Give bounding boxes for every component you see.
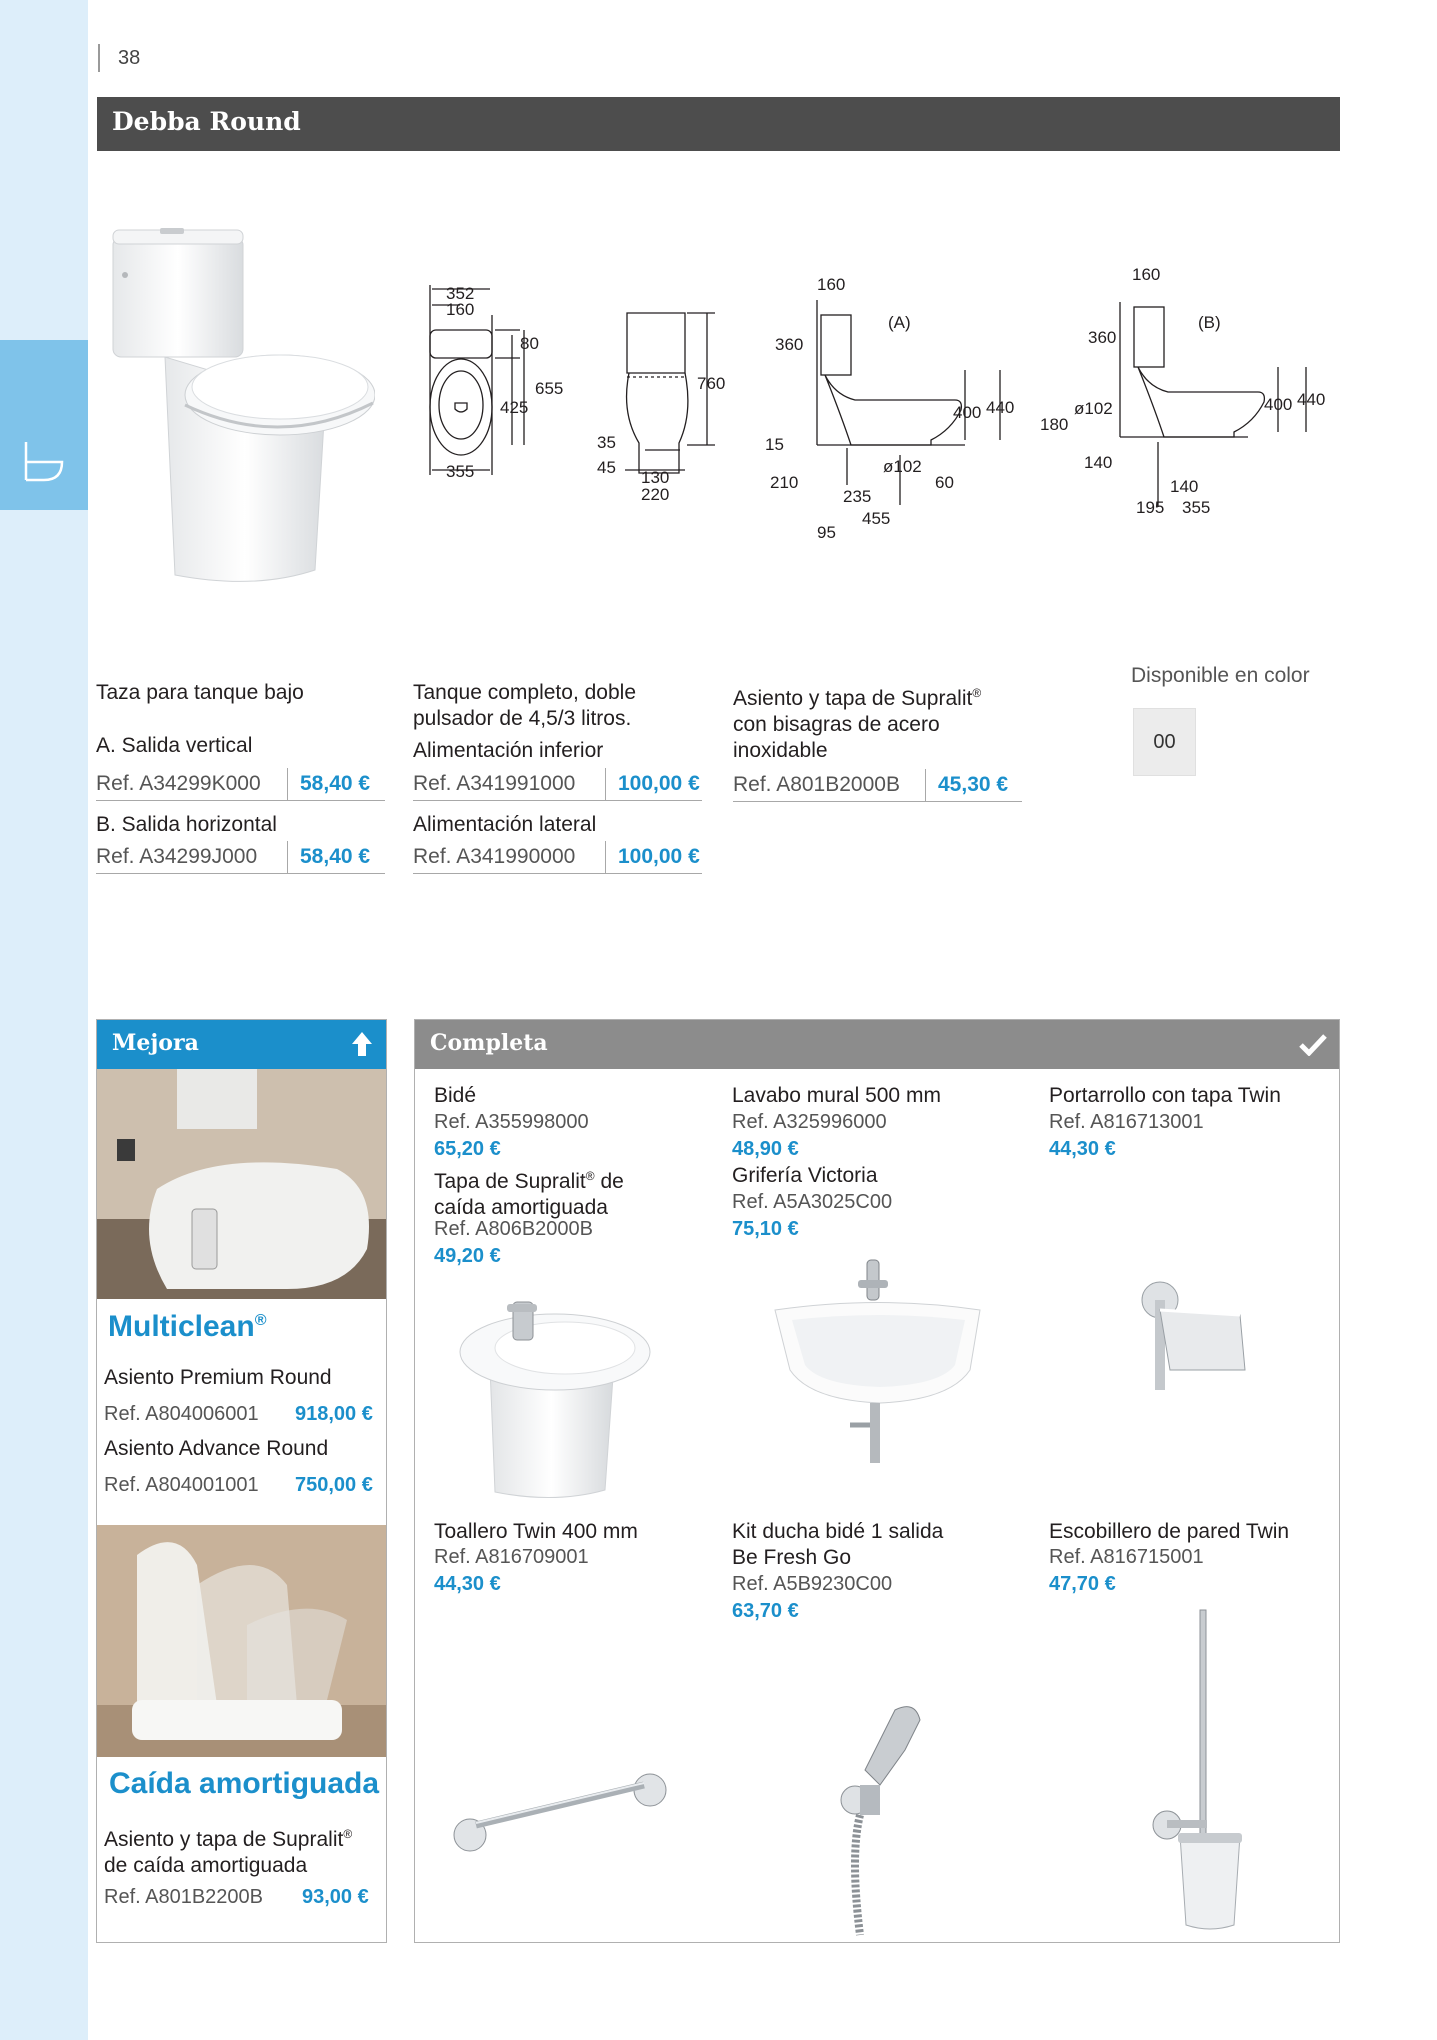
seat-ref: Ref. A801B2000B (733, 773, 900, 796)
dim-130: 130 (641, 468, 670, 487)
bidet-lid-ref: Ref. A806B2000B (434, 1218, 594, 1240)
dim-655: 655 (535, 379, 564, 398)
bidet-shower-kit-l2: Be Fresh Go (732, 1546, 852, 1569)
towel-bar-price: 44,30 € (434, 1573, 501, 1595)
soft-close-seat-reg: ® (343, 1827, 353, 1841)
dim-45: 45 (597, 458, 616, 477)
dim-b-400: 400 (1264, 395, 1293, 414)
seat-title (733, 680, 1013, 764)
tank-ref-row-a (413, 768, 702, 801)
dim-a-pipe: ø102 (883, 457, 922, 476)
tank-price-b: 100,00 € (605, 841, 700, 873)
bowl-price-a: 58,40 € (287, 768, 370, 800)
tank-ref-a: Ref. A341991000 (413, 772, 576, 795)
towel-bar-photo (440, 1755, 680, 1855)
advance-round-ref: Ref. A804001001 (104, 1474, 259, 1496)
tank-ref-row-b (413, 841, 702, 874)
faucet-ref: Ref. A5A3025C00 (732, 1191, 893, 1213)
dim-b-180: 180 (1040, 415, 1069, 434)
dim-b-160: 160 (1132, 265, 1161, 284)
bowl-variant-b: B. Salida horizontal (96, 813, 277, 836)
tank-title: Tanque completo, doble pulsador de 4,5/3 litros. (413, 681, 636, 730)
color-code: 00 (1153, 731, 1176, 753)
bidet-seat-photo (97, 1069, 386, 1299)
bidet-photo (455, 1282, 655, 1502)
dim-b-195: 195 (1136, 498, 1165, 517)
dim-35: 35 (597, 433, 616, 452)
soft-close-seat-ref: Ref. A801B2200B (104, 1886, 264, 1908)
completa-title: Completa (430, 1030, 548, 1056)
dim-a-15: 15 (765, 435, 784, 454)
bowl-variant-a: A. Salida vertical (96, 734, 253, 757)
bowl-title: Taza para tanque bajo (96, 681, 304, 704)
dim-a-455: 455 (862, 509, 891, 528)
profile-b-drawing (1038, 262, 1338, 522)
toilet-brush-ref: Ref. A816715001 (1049, 1546, 1204, 1568)
dim-a-210: 210 (770, 473, 799, 492)
washbasin-ref: Ref. A325996000 (732, 1111, 887, 1133)
paper-holder-ref: Ref. A816713001 (1049, 1111, 1204, 1133)
tank-price-a: 100,00 € (605, 768, 700, 800)
soft-close-seat-price: 93,00 € (302, 1886, 369, 1908)
dim-b-140a: 140 (1084, 453, 1113, 472)
toilet-photo (105, 225, 375, 585)
washbasin-photo (770, 1255, 990, 1485)
tank-ref-b: Ref. A341990000 (413, 845, 576, 868)
bidet-shower-kit-l1: Kit ducha bidé 1 salida (732, 1520, 944, 1543)
dim-a-235: 235 (843, 487, 872, 506)
bidet-lid-name (434, 1163, 624, 1221)
dim-760: 760 (697, 374, 726, 393)
bidet-shower-kit-ref: Ref. A5B9230C00 (732, 1573, 893, 1595)
bidet-lid-price: 49,20 € (434, 1245, 501, 1267)
profile-a-drawing (765, 270, 1025, 545)
tank-supply-a: Alimentación inferior (413, 739, 604, 762)
seat-price: 45,30 € (925, 769, 1008, 801)
profile-a-label: (A) (888, 313, 911, 332)
dim-a-95: 95 (817, 523, 836, 542)
bidet-shower-kit-price: 63,70 € (732, 1600, 799, 1622)
mejora-header (97, 1020, 386, 1069)
premium-round-name: Asiento Premium Round (104, 1366, 332, 1389)
page-title-bar (97, 97, 1340, 151)
bidet-lid-reg: ® (585, 1169, 595, 1183)
dim-b-360: 360 (1088, 328, 1117, 347)
dim-a-440: 440 (986, 398, 1015, 417)
mejora-panel (96, 1019, 387, 1943)
dim-80: 80 (520, 334, 539, 353)
dim-220: 220 (641, 485, 670, 504)
bowl-price-b: 58,40 € (287, 841, 370, 873)
paper-holder-price: 44,30 € (1049, 1138, 1116, 1160)
seat-ref-row (733, 769, 1022, 802)
multiclean-brand (108, 1310, 267, 1344)
bidet-shower-photo (825, 1690, 935, 1940)
bidet-shower-kit-name (732, 1519, 943, 1571)
page-title: Debba Round (112, 107, 301, 136)
soft-close-seat-name (104, 1821, 352, 1879)
front-view-drawing (420, 275, 580, 485)
towel-bar-ref: Ref. A816709001 (434, 1546, 589, 1568)
bidet-lid-l1b: de (594, 1170, 624, 1193)
dim-355: 355 (446, 462, 475, 481)
soft-close-brand: Caída amortiguada (109, 1767, 380, 1800)
page-number: 38 (98, 44, 140, 72)
mejora-title: Mejora (112, 1030, 199, 1056)
dim-b-pipe: ø102 (1074, 399, 1113, 418)
soft-close-seat-photo (97, 1525, 386, 1757)
toilet-brush-price: 47,70 € (1049, 1573, 1116, 1595)
seat-title-l2: con bisagras de acero (733, 713, 940, 736)
bowl-ref-a: Ref. A34299K000 (96, 772, 261, 795)
washbasin-price: 48,90 € (732, 1138, 799, 1160)
check-icon (1299, 1032, 1327, 1056)
bowl-ref-row-a (96, 768, 385, 801)
completa-panel (414, 1019, 1340, 1943)
towel-bar-name: Toallero Twin 400 mm (434, 1520, 638, 1543)
soft-close-seat-l2: de caída amortiguada (104, 1854, 308, 1877)
tank-supply-b: Alimentación lateral (413, 813, 597, 836)
bathroom-section-tab[interactable] (0, 340, 88, 510)
color-label: Disponible en color (1131, 664, 1310, 687)
toilet-icon (22, 440, 66, 484)
dim-425: 425 (500, 398, 529, 417)
soft-close-seat-l1: Asiento y tapa de Supralit (104, 1828, 344, 1851)
bidet-lid-l1: Tapa de Supralit (434, 1170, 586, 1193)
bidet-name: Bidé (434, 1084, 477, 1107)
profile-b-label: (B) (1198, 313, 1221, 332)
seat-title-reg: ® (972, 686, 982, 700)
dim-a-360: 360 (775, 335, 804, 354)
advance-round-price: 750,00 € (295, 1474, 373, 1496)
completa-header (415, 1020, 1339, 1069)
toilet-brush-name: Escobillero de pared Twin (1049, 1520, 1290, 1543)
paper-holder-photo (1130, 1270, 1260, 1410)
bidet-lid-l2: caída amortiguada (434, 1196, 608, 1219)
color-swatch-00 (1133, 708, 1196, 776)
paper-holder-name: Portarrollo con tapa Twin (1049, 1084, 1281, 1107)
bidet-price: 65,20 € (434, 1138, 501, 1160)
advance-round-name: Asiento Advance Round (104, 1437, 329, 1460)
dim-b-140b: 140 (1170, 477, 1199, 496)
dim-352: 352 (446, 284, 475, 303)
bowl-ref-b: Ref. A34299J000 (96, 845, 258, 868)
multiclean-brand-text: Multiclean (108, 1310, 255, 1343)
premium-round-price: 918,00 € (295, 1403, 373, 1425)
faucet-price: 75,10 € (732, 1218, 799, 1240)
dim-b-355: 355 (1182, 498, 1211, 517)
dim-160: 160 (446, 300, 475, 319)
bowl-ref-row-b (96, 841, 385, 874)
dim-a-60: 60 (935, 473, 954, 492)
left-side-band (0, 0, 88, 2040)
dim-b-440: 440 (1297, 390, 1326, 409)
side-view-drawing (595, 305, 745, 515)
dim-a-160: 160 (817, 275, 846, 294)
toilet-brush-photo (1145, 1605, 1265, 1935)
premium-round-ref: Ref. A804006001 (104, 1403, 259, 1425)
arrow-up-icon (350, 1030, 374, 1058)
bidet-ref: Ref. A355998000 (434, 1111, 589, 1133)
dim-a-400: 400 (953, 403, 982, 422)
seat-title-l1: Asiento y tapa de Supralit (733, 687, 973, 710)
faucet-name: Grifería Victoria (732, 1164, 878, 1187)
multiclean-reg: ® (254, 1312, 267, 1329)
seat-title-l3: inoxidable (733, 739, 828, 762)
washbasin-name: Lavabo mural 500 mm (732, 1084, 941, 1107)
